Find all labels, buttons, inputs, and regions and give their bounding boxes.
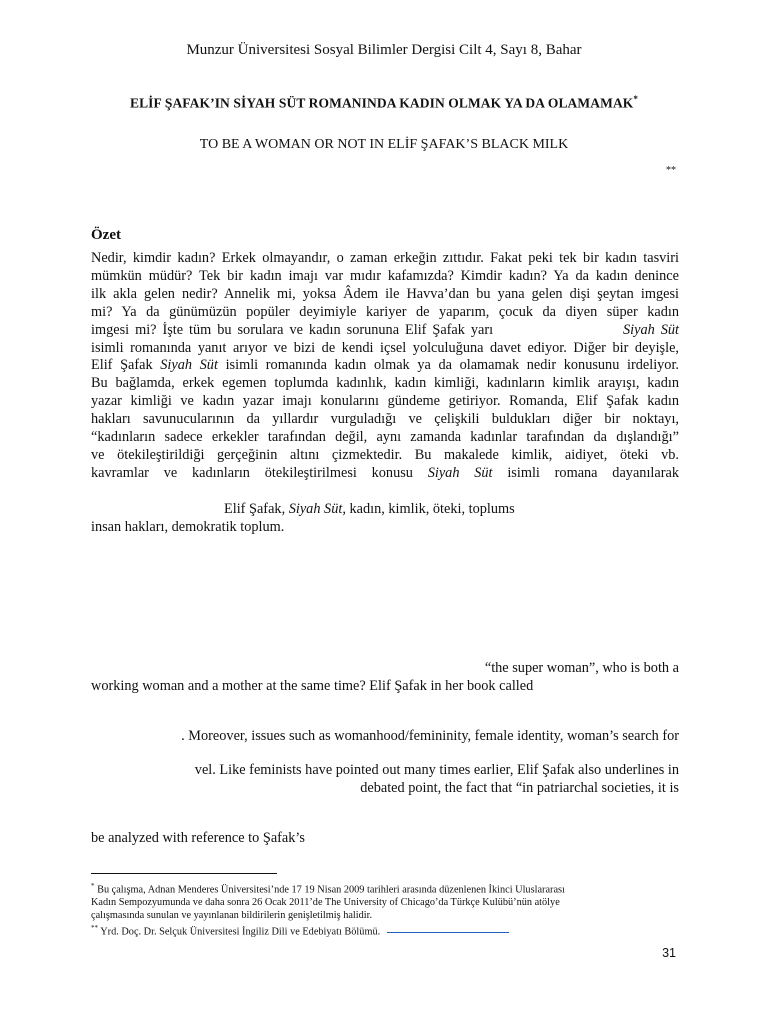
english-abstract-fragment xyxy=(91,829,679,847)
keyword-book-title: Siyah Süt, xyxy=(288,501,346,517)
english-title: TO BE A WOMAN OR NOT IN ELİF ŞAFAK’S BLACK MILK xyxy=(199,137,569,152)
abstract-line: Nedir, kimdir kadın? Erkek olmayandır, o zaman erkeğin zıttıdır. Fakat peki tek bir kadın tasviri xyxy=(91,250,679,266)
article-title-text: ELİF ŞAFAK’IN SİYAH SÜT ROMANINDA KADIN OLMAK YA DA OLAMAMAK xyxy=(129,95,634,111)
fragment-line: “the super woman”, who is both a xyxy=(484,660,679,676)
book-title: Siyah Süt xyxy=(623,321,679,338)
english-abstract-fragment xyxy=(91,727,679,745)
footnote-mark: ** xyxy=(91,924,98,933)
keyword-text: kadın, kimlik, öteki, toplums xyxy=(349,501,515,517)
journal-header: Munzur Üniversitesi Sosyal Bilimler Dergisi Cilt 4, Sayı 8, Bahar xyxy=(186,42,582,58)
abstract-line: Bu bağlamda, erkek egemen toplumda kadınlık, kadın kimliği, kadınların kimlik arayışı, kadın xyxy=(91,375,679,392)
fragment-line: . Moreover, issues such as womanhood/femininity, female identity, woman’s search for xyxy=(181,728,679,744)
abstract-text: isimli romanında kadın olmak ya da olamamak nedir konusunu irdeliyor. xyxy=(225,357,680,374)
footnote-1 xyxy=(91,880,681,897)
fragment-line: working woman and a mother at the same time? Elif Şafak in her book called xyxy=(91,678,534,694)
abstract-line: isimli romanında yanıt arıyor ve bizi de kendi içsel yolculuğuna davet ediyor. Diğer bir deyişle, xyxy=(91,339,679,356)
abstract-line: hakları savunucularının da yıllardır vurguladığı ve çelişkili buldukları diğer bir noktayı, xyxy=(91,411,679,428)
abstract-line: mi? Ya da günümüzün popüler deyimiyle kariyer de yaparım, çocuk da diyen süper kadın xyxy=(91,303,679,320)
footnote-line: Kadın Sempozyumunda ve daha sonra 26 Ocak 2011’de The University of Chicago’da Türkçe Kulübü’nün atölye xyxy=(91,897,560,909)
abstract-text: Elif Şafak xyxy=(91,357,153,374)
abstract-line: yazar kimliği ve kadın yazar imajı konularını gündeme getiriyor. Romanda, Elif Şafak kadın xyxy=(91,393,679,410)
keywords xyxy=(91,500,679,536)
footnotes xyxy=(91,880,681,939)
abstract-line: ve ötekileştirildiği gerçeğinin altını çizmektedir. Bu makalede kimlik, aidiyet, öteki vb. xyxy=(91,446,679,463)
footnote-text: Bu çalışma, Adnan Menderes Üniversitesi’nde 17 19 Nisan 2009 tarihleri arasında düzenlenen İkinci Uluslararası xyxy=(97,884,565,896)
abstract-heading: Özet xyxy=(91,227,121,243)
fragment-line: debated point, the fact that “in patriarchal societies, it is xyxy=(360,780,679,796)
book-title: Siyah Süt xyxy=(427,464,493,481)
book-title: Siyah Süt xyxy=(160,357,218,374)
abstract-text: isimli romana dayanılarak xyxy=(507,464,679,481)
keywords-line: insan hakları, demokratik toplum. xyxy=(91,519,285,535)
keywords-line xyxy=(91,500,679,518)
abstract-line xyxy=(91,357,679,375)
abstract-line: “kadınların sadece erkekler tarafından değil, aynı zamanda kadınlar tarafından da dışlandığı” xyxy=(91,429,679,446)
footnote-divider xyxy=(91,873,277,874)
abstract-line: ilk akla gelen nedir? Annelik mi, yoksa Âdem ile Havva’dan bu yana gelen dişi şeytan imgesi xyxy=(91,285,679,302)
page-number: 31 xyxy=(662,946,676,960)
abstract-text: kavramlar ve kadınların ötekileştirilmesi konusu xyxy=(91,464,413,481)
fragment-line: vel. Like feminists have pointed out many times earlier, Elif Şafak also underlines in xyxy=(194,762,679,778)
abstract-line xyxy=(91,322,679,340)
article-title xyxy=(84,94,684,112)
email-link[interactable] xyxy=(387,932,509,933)
keyword-text: Elif Şafak, xyxy=(224,501,286,517)
english-abstract-fragment xyxy=(91,659,679,695)
footnote-line: çalışmasında sunulan ve yayınlanan bildirilerin genişletilmiş halidir. xyxy=(91,909,373,921)
english-abstract-fragment xyxy=(91,761,679,797)
abstract-line xyxy=(91,465,679,483)
abstract-body xyxy=(91,250,679,483)
abstract-text: imgesi mi? İşte tüm bu sorulara ve kadın sorununa Elif Şafak yarı xyxy=(91,321,494,338)
title-footnote-mark[interactable]: * xyxy=(633,94,639,104)
abstract-line: mümkün müdür? Tek bir kadın imajı var mıdır kafamızda? Kimdir kadın? Ya da kadın denince xyxy=(91,267,679,284)
author-footnote-mark[interactable]: ** xyxy=(666,165,676,176)
footnote-text: Yrd. Doç. Dr. Selçuk Üniversitesi İngiliz Dili ve Edebiyatı Bölümü. xyxy=(100,926,381,938)
footnote-mark: * xyxy=(91,882,95,890)
fragment-line: be analyzed with reference to Şafak’s xyxy=(91,830,305,846)
footnote-2 xyxy=(91,922,681,939)
